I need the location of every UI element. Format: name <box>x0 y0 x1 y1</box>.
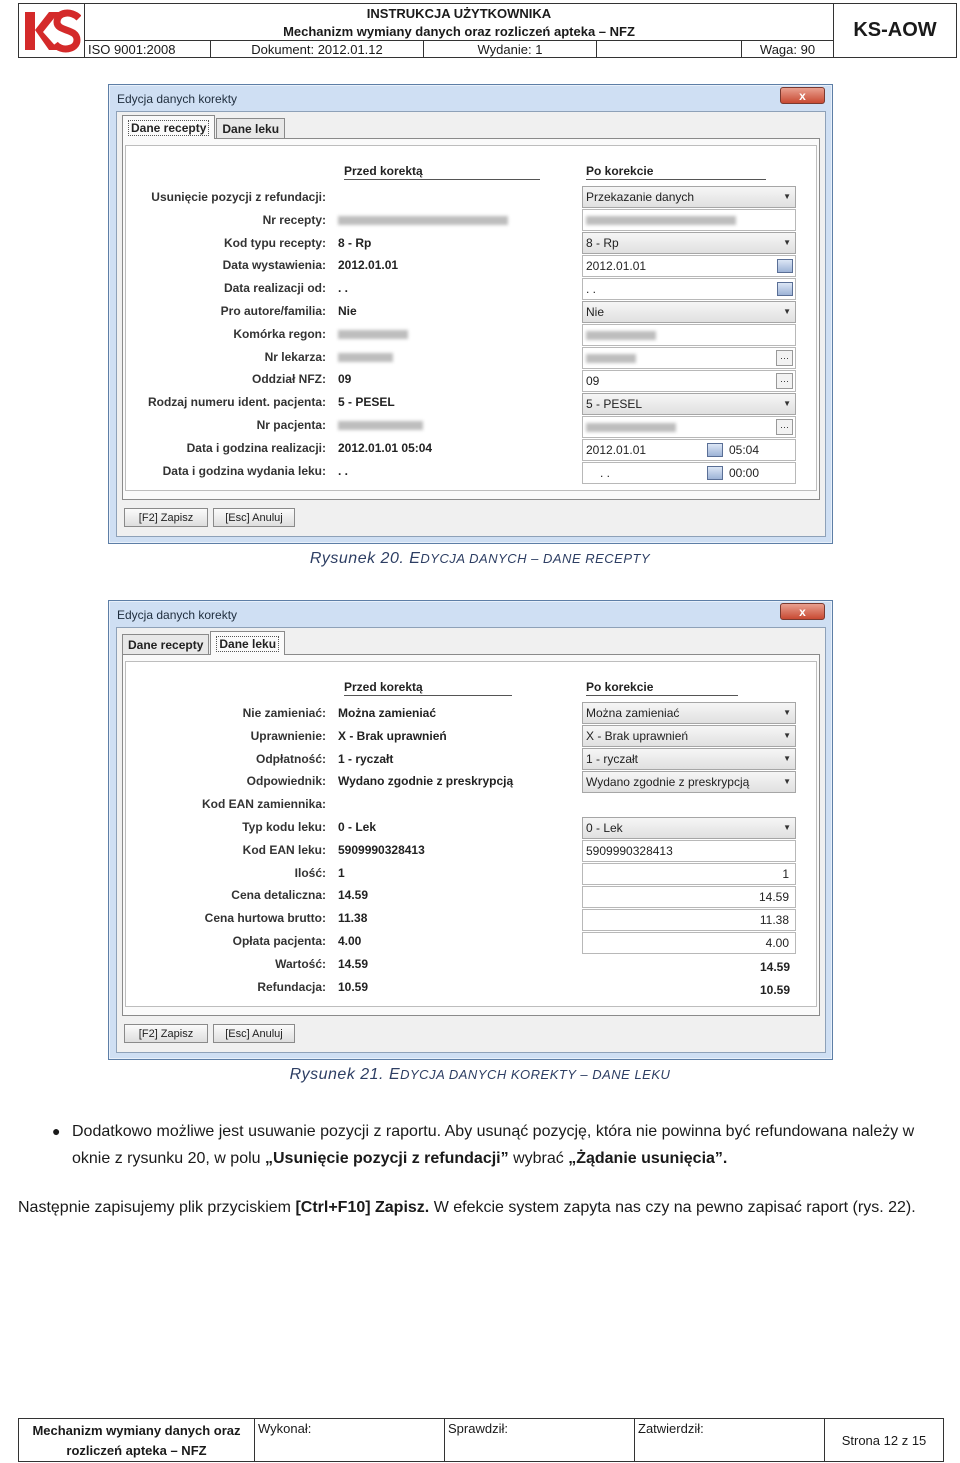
more-icon[interactable]: ··· <box>776 419 793 435</box>
redacted-value <box>586 423 676 432</box>
before-value: 2012.01.01 <box>338 258 399 273</box>
regon-field[interactable] <box>582 324 796 346</box>
nr-recepty-field[interactable] <box>582 209 796 231</box>
before-value <box>338 327 408 341</box>
window-title: Edycja danych korekty <box>117 92 238 106</box>
wydanie-datetime-field[interactable]: . . 00:00 <box>582 462 796 484</box>
dialog-client <box>116 111 826 537</box>
calendar-icon[interactable] <box>707 466 723 480</box>
calendar-icon[interactable] <box>707 443 723 457</box>
cena-hurt-field[interactable]: 11.38 <box>582 909 796 931</box>
footer-title: Mechanizm wymiany danych oraz rozliczeń apteka – NFZ <box>19 1419 255 1461</box>
before-value: 10.59 <box>338 979 369 994</box>
field-label: Rodzaj numeru ident. pacjenta: <box>147 395 326 410</box>
cena-detal-field[interactable]: 14.59 <box>582 886 796 908</box>
redacted-value <box>338 216 508 225</box>
more-icon[interactable]: ··· <box>776 350 793 366</box>
redacted-value <box>338 353 393 362</box>
before-value: 4.00 <box>338 934 362 948</box>
close-button[interactable] <box>780 87 825 104</box>
pro-autore-select[interactable]: Nie ▼ <box>582 301 796 323</box>
company-logo <box>19 4 85 57</box>
uprawnienie-select[interactable]: X - Brak uprawnień ▼ <box>582 725 796 747</box>
bullet-text: Dodatkowo możliwe jest usuwanie pozycji z raportu. Aby usunąć pozycję, która nie powinna być refundowana należy w oknie z rysunku 20, w polu „Usunięcie pozycji z refundacji” wybrać „Żądanie usunięcia”. <box>72 1123 915 1167</box>
calendar-icon[interactable] <box>777 259 793 273</box>
data-realizacji-field[interactable]: . . <box>582 278 796 300</box>
redacted-value <box>338 330 408 339</box>
field-label: Data i godzina wydania leku: <box>162 463 326 478</box>
field-label: Kod EAN leku: <box>242 842 326 857</box>
field-label: Nie zamieniać: <box>242 706 326 720</box>
field-label: Odpowiednik: <box>246 774 326 789</box>
redacted-value <box>338 421 423 430</box>
before-value <box>338 418 423 432</box>
calendar-icon[interactable] <box>777 282 793 296</box>
tab-panel <box>122 138 820 500</box>
before-header: Przed korektą <box>344 164 540 180</box>
header-spacer <box>597 41 742 57</box>
before-header: Przed korektą <box>344 680 512 696</box>
dialog-recepta <box>108 84 833 544</box>
window-title: Edycja danych korekty <box>117 608 238 622</box>
field-label: Cena detaliczna: <box>231 888 326 903</box>
dialog-lek <box>108 600 833 1060</box>
field-label: Uprawnienie: <box>250 728 326 743</box>
oplata-field[interactable]: 4.00 <box>582 932 796 954</box>
tab-dane-recepty[interactable]: Dane recepty <box>122 634 209 655</box>
save-button[interactable]: [F2] Zapisz <box>124 1024 208 1043</box>
field-label: Typ kodu leku: <box>242 820 326 834</box>
field-label: Komórka regon: <box>233 326 326 341</box>
before-value: X - Brak uprawnień <box>338 728 447 743</box>
redacted-value <box>586 216 736 225</box>
before-value: 1 <box>338 865 345 880</box>
realizacja-datetime-field[interactable]: 2012.01.01 05:04 <box>582 439 796 461</box>
before-value: 5909990328413 <box>338 842 425 857</box>
field-label: Kod typu recepty: <box>223 235 326 250</box>
footer-approved-by: Zatwierdził: <box>635 1419 825 1461</box>
close-button[interactable] <box>780 603 825 620</box>
typ-kodu-select[interactable]: 0 - Lek ▼ <box>582 817 796 839</box>
page-header <box>18 3 957 58</box>
bullet-icon: ● <box>52 1123 61 1139</box>
field-label: Data i godzina realizacji: <box>186 440 326 455</box>
close-icon[interactable]: x <box>799 604 806 619</box>
ean-field[interactable]: 5909990328413 <box>582 840 796 862</box>
field-label: Opłata pacjenta: <box>232 934 326 948</box>
redacted-value <box>586 331 656 340</box>
field-label: Data realizacji od: <box>223 281 326 296</box>
before-value: 11.38 <box>338 911 368 926</box>
tab-bar <box>122 115 286 139</box>
rodzaj-id-select[interactable]: 5 - PESEL ▼ <box>582 393 796 415</box>
before-value <box>338 350 393 364</box>
before-value: 1 - ryczałt <box>338 751 394 766</box>
before-value: 0 - Lek <box>338 820 377 834</box>
ks-logo-icon <box>23 8 81 54</box>
nr-lekarza-field[interactable] <box>582 347 796 369</box>
field-label: Usunięcie pozycji z refundacji: <box>151 190 326 204</box>
tab-dane-recepty[interactable]: Dane recepty <box>122 115 215 139</box>
page-footer <box>18 1418 944 1462</box>
before-value: Można zamieniać <box>338 706 437 720</box>
after-header: Po korekcie <box>586 164 766 180</box>
wartosc-value: 14.59 <box>759 960 790 974</box>
field-label: Odpłatność: <box>255 751 326 766</box>
bullet-paragraph <box>52 1118 932 1172</box>
dialog-client <box>116 627 826 1053</box>
close-icon[interactable]: x <box>799 88 806 103</box>
doc-subtitle: Mechanizm wymiany danych oraz rozliczeń apteka – NFZ <box>85 22 834 41</box>
figure-20-caption: Rysunek 20. EDYCJA DANYCH – DANE RECEPTY <box>309 550 651 567</box>
before-value: . . <box>338 281 349 296</box>
more-icon[interactable]: ··· <box>776 373 793 389</box>
ilosc-field[interactable]: 1 <box>582 863 796 885</box>
before-value: Wydano zgodnie z preskrypcją <box>338 774 514 789</box>
field-label: Nr recepty: <box>262 212 326 227</box>
tab-dane-leku[interactable]: Dane leku <box>210 631 285 655</box>
field-label: Oddział NFZ: <box>252 372 326 387</box>
form-area <box>125 661 817 1007</box>
doc-title: INSTRUKCJA UŻYTKOWNIKA <box>85 4 834 22</box>
before-value <box>338 213 508 227</box>
oddzial-field[interactable]: 09 ··· <box>582 370 796 392</box>
removal-select[interactable]: Przekazanie danych ▼ <box>582 186 796 208</box>
field-label: Wartość: <box>275 956 326 971</box>
before-value: 14.59 <box>338 956 369 971</box>
tab-bar <box>122 631 286 655</box>
before-value: 14.59 <box>338 888 369 903</box>
before-value: 5 - PESEL <box>338 395 395 410</box>
odplatnosc-select[interactable]: 1 - ryczałt ▼ <box>582 748 796 770</box>
refundacja-value: 10.59 <box>759 983 790 997</box>
before-value: 8 - Rp <box>338 235 372 250</box>
field-label: Cena hurtowa brutto: <box>204 911 326 926</box>
doc-number: Dokument: 2012.01.12 <box>211 41 424 57</box>
before-value: 2012.01.01 05:04 <box>338 440 433 455</box>
field-label: Nr pacjenta: <box>256 418 326 432</box>
before-value: . . <box>338 463 349 478</box>
field-label: Nr lekarza: <box>264 349 326 364</box>
data-wystawienia-field[interactable]: 2012.01.01 <box>582 255 796 277</box>
after-header: Po korekcie <box>586 680 738 696</box>
cancel-button[interactable]: [Esc] Anuluj <box>213 508 295 527</box>
field-label: Data wystawienia: <box>222 258 326 273</box>
footer-done-by: Wykonał: <box>255 1419 445 1461</box>
before-value: Nie <box>338 304 357 318</box>
weight: Waga: 90 <box>742 41 834 57</box>
field-label: Refundacja: <box>257 979 326 994</box>
field-label: Ilość: <box>294 865 326 880</box>
nie-zamieniac-select[interactable]: Można zamieniać ▼ <box>582 702 796 724</box>
edition: Wydanie: 1 <box>424 41 597 57</box>
iso-standard: ISO 9001:2008 <box>85 41 211 57</box>
nr-pacjenta-field[interactable] <box>582 416 796 438</box>
cancel-button[interactable]: [Esc] Anuluj <box>213 1024 295 1043</box>
field-label: Pro autore/familia: <box>220 304 326 318</box>
odpowiednik-select[interactable]: Wydano zgodnie z preskrypcją ▼ <box>582 771 796 793</box>
tab-dane-leku[interactable]: Dane leku <box>216 118 285 139</box>
before-value: 09 <box>338 372 352 387</box>
paragraph: Następnie zapisujemy plik przyciskiem [Ctrl+F10] Zapisz. W efekcie system zapyta nas czy na pewno zapisać raport (rys. 22). <box>18 1199 916 1216</box>
redacted-value <box>586 354 636 363</box>
save-button[interactable]: [F2] Zapisz <box>124 508 208 527</box>
page-number: Strona 12 z 15 <box>841 1432 927 1448</box>
form-area <box>125 145 817 491</box>
doc-code: KS-AOW <box>853 19 937 41</box>
tab-panel <box>122 654 820 1016</box>
field-label: Kod EAN zamiennika: <box>201 797 326 812</box>
footer-checked-by: Sprawdził: <box>445 1419 635 1461</box>
kod-typu-select[interactable]: 8 - Rp ▼ <box>582 232 796 254</box>
figure-21-caption: Rysunek 21. EDYCJA DANYCH KOREKTY – DANE LEKU <box>289 1066 671 1083</box>
